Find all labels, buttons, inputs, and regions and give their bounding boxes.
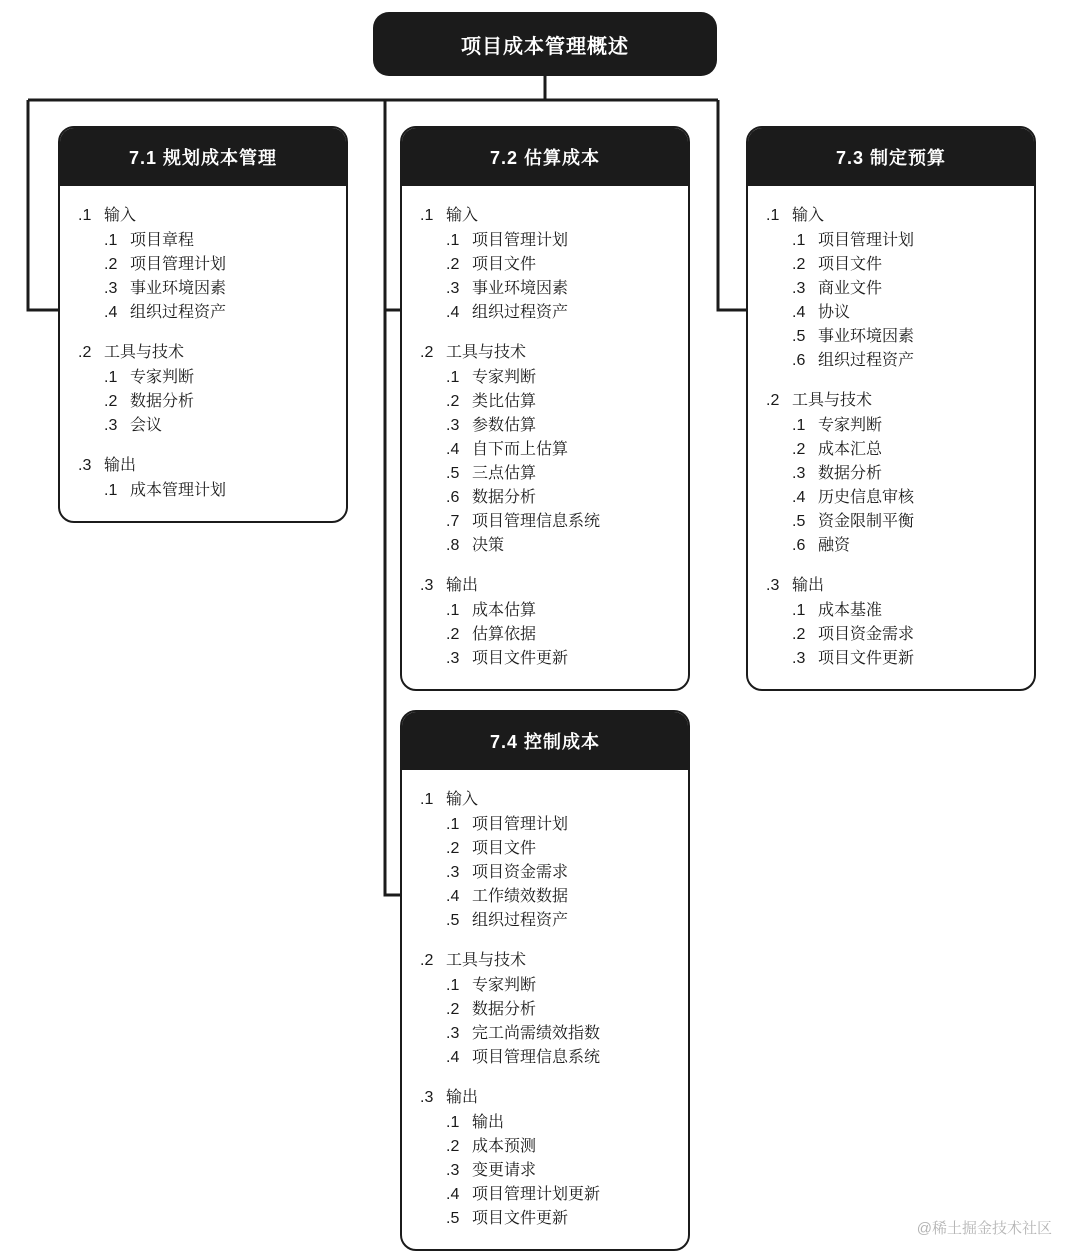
item-number: .2 (792, 441, 806, 458)
item-label: 成本汇总 (818, 441, 883, 458)
item-label: 项目管理信息系统 (472, 513, 601, 530)
group-number: .3 (766, 577, 780, 594)
list-item (402, 510, 688, 534)
group-number: .3 (78, 457, 92, 474)
group-outputs (60, 452, 346, 503)
item-number: .8 (446, 537, 460, 554)
group-title (60, 339, 346, 362)
list-item (60, 277, 346, 301)
list-item (748, 277, 1034, 301)
list-item (402, 438, 688, 462)
group-label: 输入 (446, 791, 479, 808)
group-title (402, 572, 688, 595)
item-label: 成本预测 (472, 1138, 537, 1155)
item-number: .5 (446, 465, 460, 482)
group-number: .1 (766, 207, 780, 224)
item-label: 资金限制平衡 (818, 513, 915, 530)
list-item (748, 534, 1034, 558)
group-label: 工具与技术 (446, 344, 527, 361)
item-number: .2 (446, 1001, 460, 1018)
item-number: .3 (446, 650, 460, 667)
item-number: .3 (104, 280, 118, 297)
list-item (402, 623, 688, 647)
list-item (748, 229, 1034, 253)
group-label: 工具与技术 (792, 392, 873, 409)
item-label: 项目文件更新 (472, 1210, 569, 1227)
process-card-7-1-title: 7.1 规划成本管理 (60, 128, 346, 186)
group-label: 输入 (446, 207, 479, 224)
list-item (402, 1135, 688, 1159)
list-item (748, 253, 1034, 277)
list-item (60, 414, 346, 438)
group-inputs (402, 202, 688, 325)
list-item (748, 325, 1034, 349)
group-title (402, 786, 688, 809)
item-number: .1 (446, 816, 460, 833)
item-label: 数据分析 (130, 393, 195, 410)
process-card-7-4 (400, 710, 690, 1251)
item-label: 项目管理计划 (130, 256, 227, 273)
group-number: .3 (420, 1089, 434, 1106)
item-number: .3 (446, 280, 460, 297)
group-label: 输出 (446, 577, 479, 594)
list-item (402, 974, 688, 998)
item-number: .6 (792, 352, 806, 369)
list-item (402, 366, 688, 390)
list-item (60, 366, 346, 390)
item-number: .2 (104, 393, 118, 410)
item-label: 专家判断 (130, 369, 195, 386)
item-label: 数据分析 (472, 489, 537, 506)
item-label: 会议 (130, 417, 163, 434)
item-number: .4 (792, 489, 806, 506)
item-label: 变更请求 (472, 1162, 537, 1179)
group-number: .3 (420, 577, 434, 594)
list-item (402, 253, 688, 277)
item-number: .1 (446, 369, 460, 386)
item-number: .3 (446, 864, 460, 881)
item-label: 决策 (472, 537, 505, 554)
item-number: .6 (792, 537, 806, 554)
group-title (60, 452, 346, 475)
group-inputs (60, 202, 346, 325)
list-item (402, 647, 688, 671)
item-label: 项目管理计划 (818, 232, 915, 249)
process-card-7-3-title: 7.3 制定预算 (748, 128, 1034, 186)
watermark: @稀土掘金技术社区 (916, 1220, 1052, 1237)
group-tools (748, 387, 1034, 558)
group-tools (60, 339, 346, 438)
list-item (748, 599, 1034, 623)
item-number: .3 (104, 417, 118, 434)
list-item (60, 390, 346, 414)
group-title (748, 202, 1034, 225)
item-label: 商业文件 (818, 280, 883, 297)
list-item (402, 599, 688, 623)
item-label: 项目资金需求 (472, 864, 569, 881)
group-number: .1 (420, 207, 434, 224)
group-tools (402, 947, 688, 1070)
item-number: .4 (446, 1186, 460, 1203)
list-item (748, 486, 1034, 510)
item-label: 历史信息审核 (818, 489, 915, 506)
item-number: .2 (446, 840, 460, 857)
process-card-7-3-body (748, 186, 1034, 689)
list-item (402, 813, 688, 837)
group-title (402, 202, 688, 225)
group-label: 工具与技术 (104, 344, 185, 361)
list-item (60, 479, 346, 503)
group-number: .1 (420, 791, 434, 808)
item-label: 估算依据 (472, 626, 537, 643)
item-label: 项目管理计划更新 (472, 1186, 601, 1203)
list-item (402, 229, 688, 253)
list-item (402, 998, 688, 1022)
item-label: 协议 (818, 304, 851, 321)
item-number: .5 (446, 912, 460, 929)
item-label: 成本管理计划 (130, 482, 227, 499)
list-item (748, 301, 1034, 325)
item-number: .7 (446, 513, 460, 530)
group-label: 输入 (792, 207, 825, 224)
item-number: .5 (792, 513, 806, 530)
item-label: 项目文件 (472, 840, 537, 857)
group-title (402, 1084, 688, 1107)
list-item (402, 1159, 688, 1183)
item-number: .1 (104, 482, 118, 499)
group-label: 输出 (446, 1089, 479, 1106)
list-item (402, 885, 688, 909)
item-label: 类比估算 (472, 393, 537, 410)
group-number: .2 (766, 392, 780, 409)
item-label: 事业环境因素 (818, 328, 915, 345)
root-node-title: 项目成本管理概述 (461, 35, 629, 58)
item-number: .2 (792, 626, 806, 643)
item-number: .4 (446, 888, 460, 905)
item-label: 项目管理信息系统 (472, 1049, 601, 1066)
list-item (402, 486, 688, 510)
item-label: 工作绩效数据 (472, 888, 569, 905)
list-item (402, 1046, 688, 1070)
group-number: .1 (78, 207, 92, 224)
item-label: 项目资金需求 (818, 626, 915, 643)
item-number: .3 (792, 465, 806, 482)
group-label: 输出 (104, 457, 137, 474)
item-label: 数据分析 (818, 465, 883, 482)
group-title (402, 947, 688, 970)
group-title (748, 387, 1034, 410)
item-number: .4 (446, 441, 460, 458)
item-number: .1 (792, 602, 806, 619)
item-label: 组织过程资产 (472, 912, 569, 929)
item-number: .5 (792, 328, 806, 345)
item-label: 事业环境因素 (130, 280, 227, 297)
item-label: 融资 (818, 537, 851, 554)
group-label: 输出 (792, 577, 825, 594)
list-item (402, 462, 688, 486)
item-number: .3 (446, 1162, 460, 1179)
item-label: 组织过程资产 (818, 352, 915, 369)
item-number: .4 (446, 1049, 460, 1066)
process-card-7-4-title: 7.4 控制成本 (402, 712, 688, 770)
list-item (60, 253, 346, 277)
item-number: .2 (446, 626, 460, 643)
list-item (402, 414, 688, 438)
process-card-7-3 (746, 126, 1036, 691)
item-label: 专家判断 (818, 417, 883, 434)
list-item (402, 1183, 688, 1207)
process-card-7-1-body (60, 186, 346, 521)
item-label: 成本基准 (818, 602, 883, 619)
group-inputs (748, 202, 1034, 373)
item-number: .1 (104, 369, 118, 386)
item-number: .2 (446, 393, 460, 410)
item-number: .2 (792, 256, 806, 273)
item-number: .4 (446, 304, 460, 321)
list-item (402, 534, 688, 558)
group-title (60, 202, 346, 225)
item-label: 专家判断 (472, 369, 537, 386)
process-card-7-2-title: 7.2 估算成本 (402, 128, 688, 186)
item-number: .6 (446, 489, 460, 506)
item-label: 完工尚需绩效指数 (472, 1025, 601, 1042)
list-item (748, 349, 1034, 373)
list-item (748, 438, 1034, 462)
item-label: 输出 (472, 1114, 505, 1131)
root-node (373, 12, 717, 76)
list-item (748, 647, 1034, 671)
group-tools (402, 339, 688, 558)
item-label: 参数估算 (472, 417, 537, 434)
group-outputs (748, 572, 1034, 671)
item-label: 事业环境因素 (472, 280, 569, 297)
item-label: 项目管理计划 (472, 232, 569, 249)
group-label: 输入 (104, 207, 137, 224)
list-item (748, 414, 1034, 438)
list-item (402, 301, 688, 325)
item-number: .2 (104, 256, 118, 273)
item-label: 项目文件更新 (472, 650, 569, 667)
group-outputs (402, 572, 688, 671)
item-number: .4 (792, 304, 806, 321)
group-inputs (402, 786, 688, 933)
group-outputs (402, 1084, 688, 1231)
list-item (402, 1207, 688, 1231)
group-label: 工具与技术 (446, 952, 527, 969)
item-label: 项目章程 (130, 232, 195, 249)
list-item (402, 277, 688, 301)
process-card-7-4-body (402, 770, 688, 1249)
item-label: 三点估算 (472, 465, 537, 482)
item-number: .1 (446, 1114, 460, 1131)
item-label: 自下而上估算 (472, 441, 569, 458)
process-card-7-2-body (402, 186, 688, 689)
item-number: .1 (792, 417, 806, 434)
group-number: .2 (78, 344, 92, 361)
process-card-7-2 (400, 126, 690, 691)
list-item (60, 301, 346, 325)
group-title (402, 339, 688, 362)
item-number: .3 (446, 1025, 460, 1042)
list-item (60, 229, 346, 253)
list-item (402, 1111, 688, 1135)
process-card-7-1 (58, 126, 348, 523)
group-number: .2 (420, 344, 434, 361)
item-label: 数据分析 (472, 1001, 537, 1018)
group-number: .2 (420, 952, 434, 969)
list-item (402, 1022, 688, 1046)
list-item (402, 909, 688, 933)
item-number: .1 (446, 602, 460, 619)
item-label: 组织过程资产 (472, 304, 569, 321)
item-number: .2 (446, 256, 460, 273)
list-item (402, 837, 688, 861)
item-number: .5 (446, 1210, 460, 1227)
item-number: .1 (792, 232, 806, 249)
list-item (748, 623, 1034, 647)
item-number: .1 (446, 232, 460, 249)
item-label: 项目文件 (818, 256, 883, 273)
item-label: 项目管理计划 (472, 816, 569, 833)
item-number: .1 (446, 977, 460, 994)
item-label: 成本估算 (472, 602, 537, 619)
group-title (748, 572, 1034, 595)
list-item (402, 390, 688, 414)
item-label: 组织过程资产 (130, 304, 227, 321)
item-label: 项目文件 (472, 256, 537, 273)
list-item (402, 861, 688, 885)
item-number: .2 (446, 1138, 460, 1155)
list-item (748, 462, 1034, 486)
item-number: .4 (104, 304, 118, 321)
item-label: 专家判断 (472, 977, 537, 994)
item-number: .1 (104, 232, 118, 249)
item-label: 项目文件更新 (818, 650, 915, 667)
item-number: .3 (792, 650, 806, 667)
list-item (748, 510, 1034, 534)
item-number: .3 (792, 280, 806, 297)
item-number: .3 (446, 417, 460, 434)
